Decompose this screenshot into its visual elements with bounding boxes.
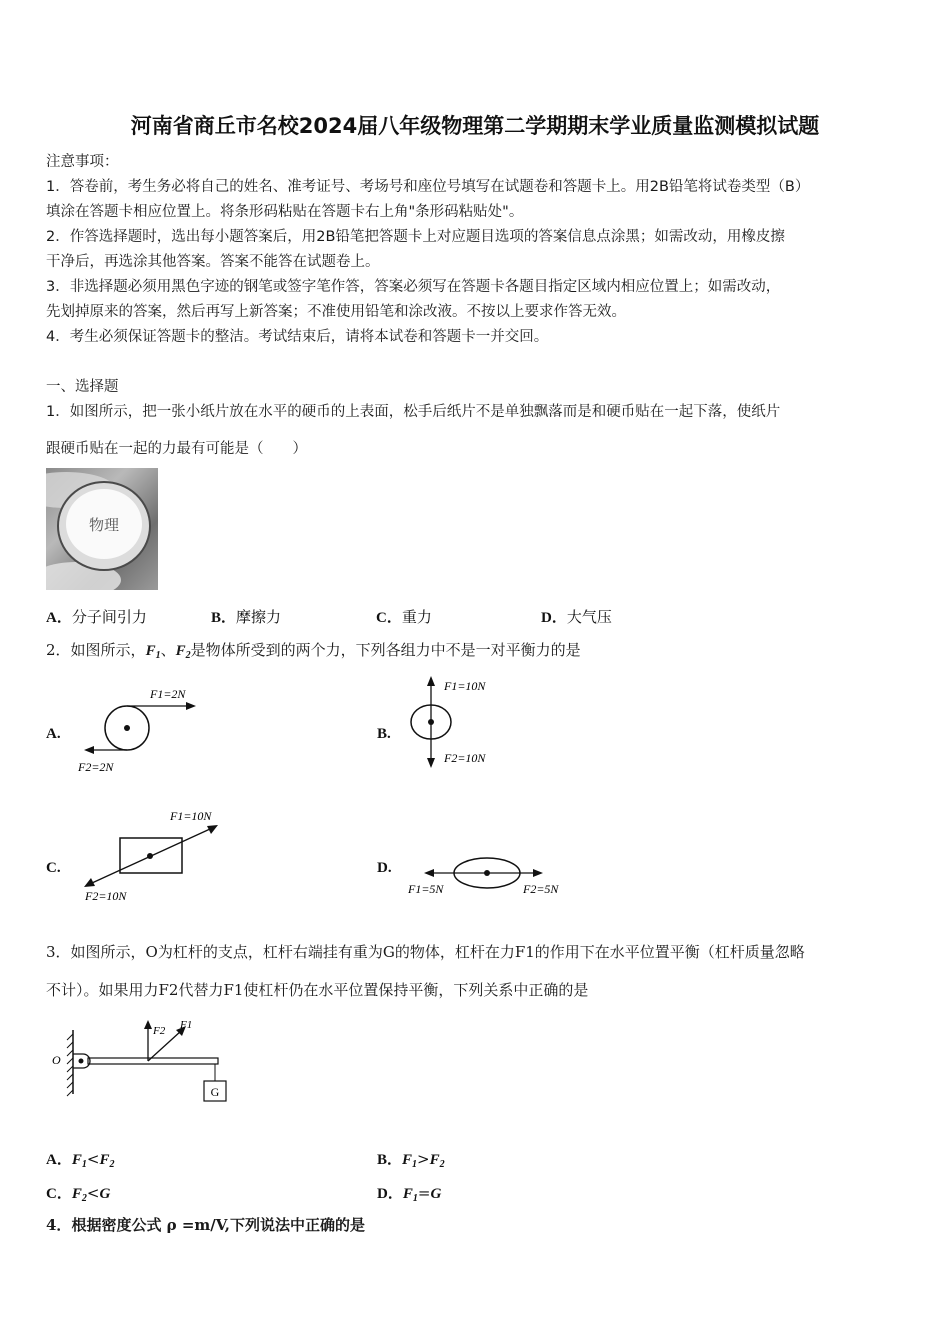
page-title: 河南省商丘市名校2024届八年级物理第二学期期末学业质量监测模拟试题	[130, 114, 820, 138]
q2-option-d-diagram	[400, 845, 580, 900]
q2-option-c-key[interactable]: C.	[46, 860, 61, 876]
force-label-f2: F2=2N	[78, 760, 114, 774]
q3-option-d[interactable]: D．$F_1=G$	[377, 1184, 442, 1204]
weight-label: G	[210, 1085, 220, 1099]
question-4-text: 4．根据密度公式 ρ =m/V,下列说法中正确的是	[46, 1216, 366, 1234]
q2-option-d-key[interactable]: D.	[377, 860, 392, 876]
notice-line: 4．考生必须保证答题卡的整洁。考试结束后，请将本试卷和答题卡一并交回。	[46, 329, 549, 345]
q3-option-c[interactable]: C．$F_2<G$	[46, 1184, 111, 1204]
question-1-line-1: 1．如图所示，把一张小纸片放在水平的硬币的上表面，松手后纸片不是单独飘落而是和硬币贴在一起下落，使纸片	[46, 404, 781, 420]
notice-line: 先划掉原来的答案，然后再写上新答案；不准使用铅笔和涂改液。不按以上要求作答无效。	[46, 304, 626, 320]
q3-option-b[interactable]: B．$F_1>F_2$	[377, 1150, 445, 1170]
notice-line: 填涂在答题卡相应位置上。将条形码粘贴在答题卡右上角"条形码粘贴处"。	[46, 204, 524, 220]
q2-option-c-diagram	[70, 805, 230, 905]
notice-line: 干净后，再选涂其他答案。答案不能答在试题卷上。	[46, 254, 380, 270]
q1-option-d[interactable]: D．大气压	[541, 608, 612, 626]
force-label-f1: F1=5N	[408, 882, 444, 896]
q2-option-b-key[interactable]: B.	[377, 726, 391, 742]
q1-option-a[interactable]: A．分子间引力	[46, 608, 147, 626]
question-2-text: 2．如图所示，$F_1$、$F_2$是物体所受到的两个力，下列各组力中不是一对平衡力的是	[46, 641, 581, 661]
coin-paper-label: 物理	[88, 518, 120, 534]
notice-line: 2．作答选择题时，选出每小题答案后，用2B铅笔把答题卡上对应题目选项的答案信息点涂黑；如需改动，用橡皮擦	[46, 229, 785, 245]
q1-option-c[interactable]: C．重力	[376, 608, 432, 626]
section-heading: 一、选择题	[46, 379, 119, 395]
force-label-f2: F2=10N	[444, 751, 486, 765]
question-3-line-2: 不计）。如果用力F2代替力F1使杠杆仍在水平位置保持平衡，下列关系中正确的是	[46, 981, 589, 999]
notice-line: 1．答卷前，考生务必将自己的姓名、准考证号、考场号和座位号填写在试题卷和答题卡上。用2B铅笔将试卷类型（B）	[46, 179, 810, 195]
force-label-f1: F1	[180, 1019, 193, 1031]
q2-option-a-key[interactable]: A.	[46, 726, 61, 742]
force-label-f1: F1=10N	[170, 809, 212, 823]
force-label-f1: F1=2N	[150, 687, 186, 701]
lever-diagram	[48, 1012, 248, 1107]
q1-option-b[interactable]: B．摩擦力	[211, 608, 282, 626]
coin-photo	[46, 468, 158, 590]
force-label-f1: F1=10N	[444, 679, 486, 693]
question-3-line-1: 3．如图所示，O为杠杆的支点，杠杆右端挂有重为G的物体，杠杆在力F1的作用下在水平位置平衡（杠杆质量忽略	[46, 943, 805, 961]
q3-option-a[interactable]: A．$F_1<F_2$	[46, 1150, 115, 1170]
force-label-f2: F2=10N	[85, 889, 127, 903]
notice-heading: 注意事项：	[46, 154, 119, 170]
q2-option-b-diagram	[400, 672, 520, 772]
notice-line: 3．非选择题必须用黑色字迹的钢笔或签字笔作答，答案必须写在答题卡各题目指定区域内相应位置上；如需改动，	[46, 279, 781, 295]
question-1-line-2: 跟硬币贴在一起的力最有可能是（ ）	[46, 441, 307, 457]
force-label-f2: F2	[153, 1025, 166, 1037]
pivot-label: O	[52, 1053, 61, 1067]
q2-option-a-diagram	[70, 680, 210, 775]
force-label-f2: F2=5N	[523, 882, 559, 896]
